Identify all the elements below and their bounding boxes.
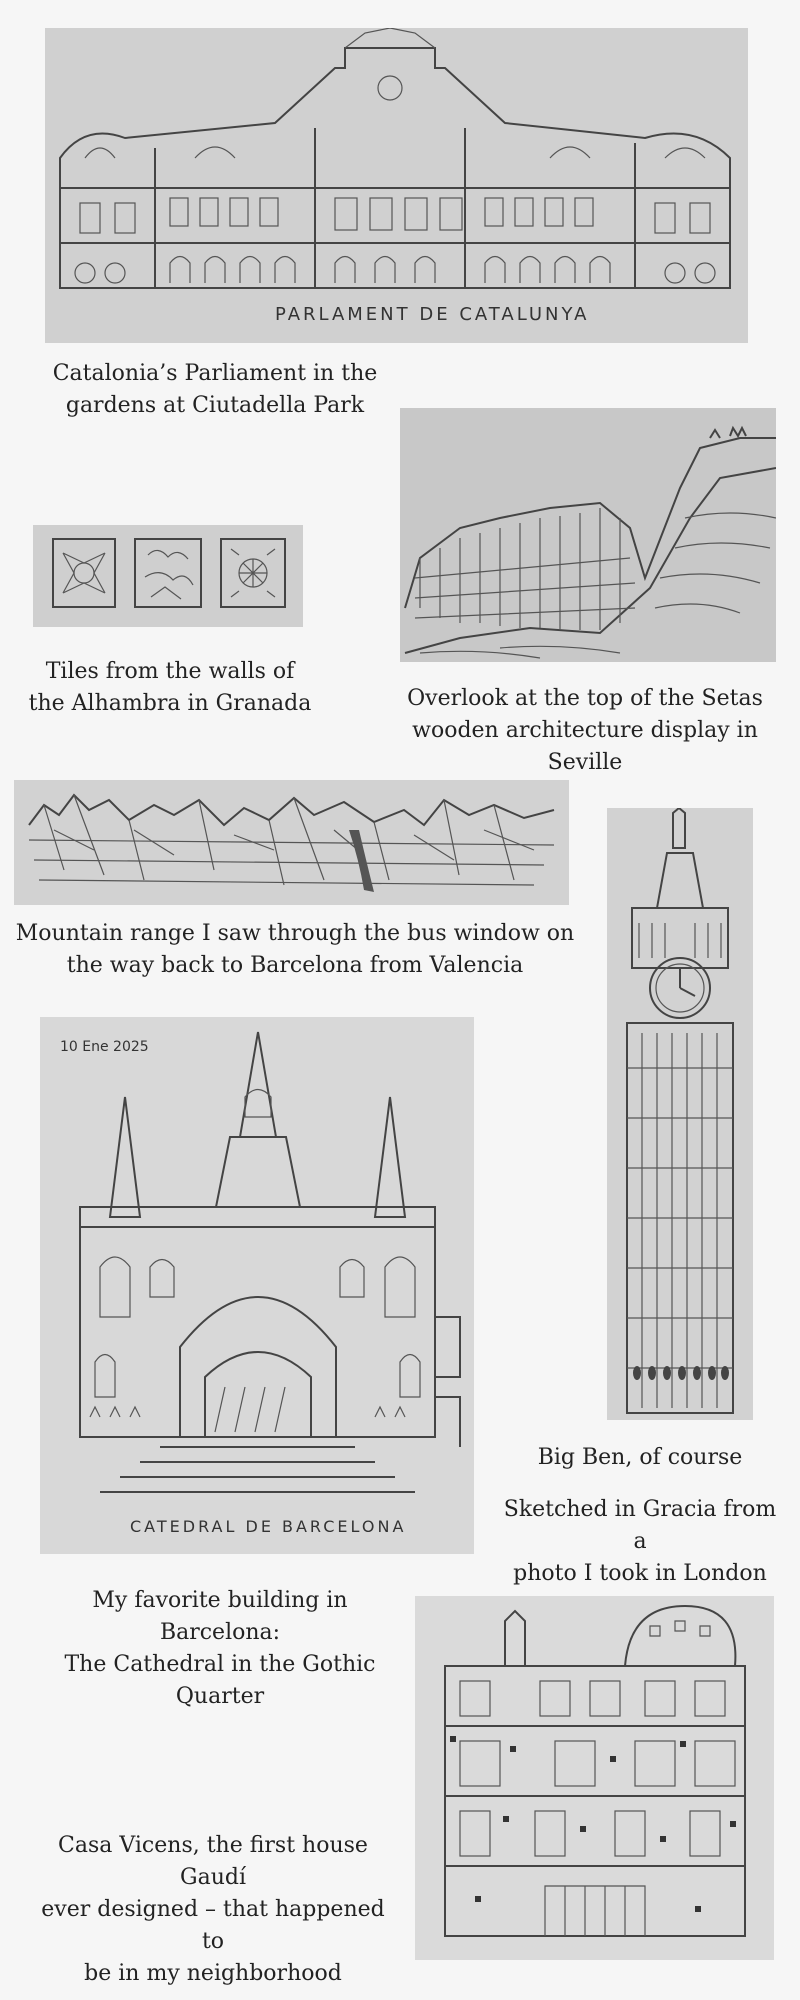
big-ben-title: Big Ben, of course <box>537 1445 743 1470</box>
big-ben-caption: Sketched in Gracia from a photo I took in London <box>503 1497 777 1586</box>
alhambra-tiles-sketch <box>33 525 303 627</box>
cathedral-label: CATEDRAL DE BARCELONA <box>130 1517 407 1536</box>
setas-sketch <box>400 408 776 662</box>
cathedral-date: 10 Ene 2025 <box>60 1039 149 1055</box>
mountains-caption: Mountain range I saw through the bus window on the way back to Barcelona from Valencia <box>15 921 575 978</box>
mountain-range-sketch <box>14 780 569 905</box>
big-ben-sketch <box>607 808 753 1420</box>
parliament-sketch <box>45 28 748 343</box>
parliament-label: PARLAMENT DE CATALUNYA <box>275 304 590 325</box>
tiles-caption: Tiles from the walls of the Alhambra in Granada <box>28 659 312 716</box>
cathedral-caption: My favorite building in Barcelona: The Cathedral in the Gothic Quarter <box>64 1588 376 1709</box>
cathedral-sketch <box>40 1017 474 1554</box>
parliament-caption: Catalonia’s Parliament in the gardens at Ciutadella Park <box>52 361 378 418</box>
casa-vicens-caption: Casa Vicens, the first house Gaudí ever designed – that happened to be in my neighborhood <box>41 1833 385 1986</box>
setas-caption: Overlook at the top of the Setas wooden architecture display in Seville <box>407 686 763 775</box>
casa-vicens-sketch <box>415 1596 774 1960</box>
